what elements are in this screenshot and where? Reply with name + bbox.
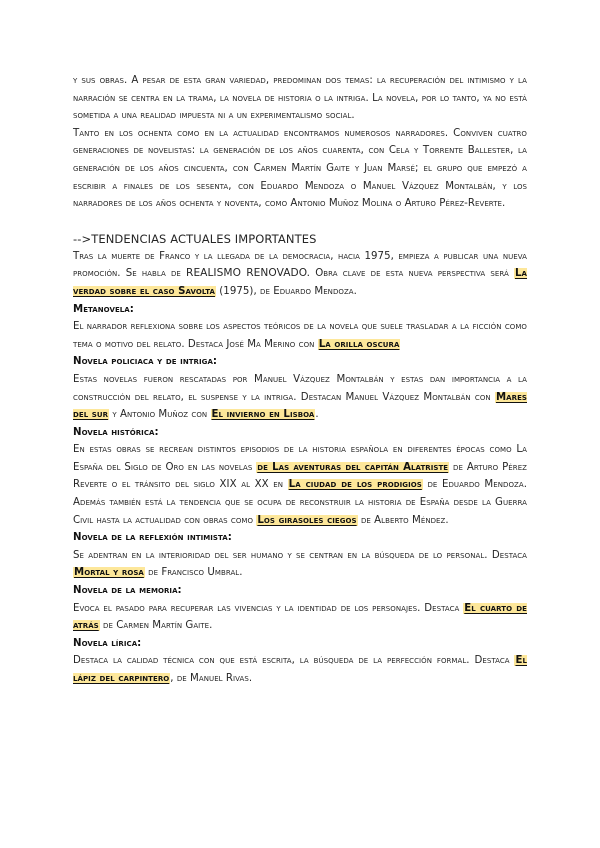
highlighted-title: Los girasoles ciegos (257, 514, 357, 526)
highlighted-title: El lápiz del carpintero (73, 655, 527, 684)
memoria-text-2: de Carmen Martín Gaite. (99, 620, 213, 632)
heading-intimista: Novela de la reflexión intimista: (73, 532, 232, 544)
highlighted-title: La ciudad de los prodigios (288, 479, 422, 491)
policiaca-text-2: y Antonio Muñoz con (109, 409, 211, 421)
paragraph-lirica (73, 652, 527, 687)
highlighted-title: La orilla oscura (318, 338, 400, 350)
paragraph-memoria (73, 600, 527, 635)
opening-text-after: (1975), de Eduardo Mendoza. (215, 285, 357, 297)
paragraph-intimista (73, 547, 527, 582)
intro-section (73, 72, 527, 213)
highlighted-title: El cuarto de atrás (73, 602, 527, 632)
paragraph-historica (73, 441, 527, 529)
policiaca-end: . (315, 409, 319, 421)
heading-metanovela: Metanovela: (73, 303, 134, 315)
opening-caps-text: REALISMO RENOVADO. (186, 267, 311, 280)
intimista-text-2: de Francisco Umbral. (144, 567, 243, 579)
highlighted-title: de Las aventuras del capitán Alatriste (257, 461, 449, 473)
paragraph-policiaca (73, 371, 527, 424)
historica-text-3: de Eduardo Mendoza. Además también está la tendencia que se ocupa de reconstruir la historia de España desde la Guerra Civil hasta la actualidad con obras como (73, 479, 528, 526)
intro-paragraph-2: Tanto en los ochenta como en la actualidad encontramos numerosos narradores. Conviven cuatro generaciones de novelistas: la generación de los años cuarenta, con Cela y Torrente Ballester, la generación de los años cincuenta, con Carmen Martín Gaite y Juan Marsé; el grupo que empezó a escribir a finales de los sesenta, con Eduardo Mendoza o Manuel Vázquez Montalbán, y los narradores de los años ochenta y noventa, como Antonio Muñoz Molina o Arturo Pérez-Reverte. (73, 127, 527, 210)
memoria-text-1: Evoca el pasado para recuperar las vivencias y la identidad de los personajes. Destaca (73, 602, 464, 614)
opening-text-before: Tras la muerte de Franco y la llegada de la democracia, hacia 1975, empieza a publicar una nueva promoción. Se habla de (73, 250, 527, 280)
heading-policiaca: Novela policiaca y de intriga: (73, 356, 218, 368)
intro-paragraph-1: y sus obras. A pesar de esta gran variedad, predominan dos temas: la recuperación del intimismo y la narración se centra en la trama, la novela de historia o la intriga. La novela, por lo tanto, ya no está sometida a una realidad impuesta ni a un experimentalismo social. (73, 75, 527, 122)
metanovela-text: El narrador reflexiona sobre los aspectos teóricos de la novela que suele trasladar a la ficción como tema o motivo del relato. Destaca José Ma Merino con (73, 321, 527, 350)
lirica-text-2: , de Manuel Rivas. (170, 673, 253, 684)
opening-paragraph (73, 248, 527, 301)
highlighted-title: Mares del sur (73, 391, 527, 421)
highlighted-title: La verdad sobre el caso Savolta (73, 268, 528, 297)
historica-text-2: de Arturo Pérez Reverte o el tránsito del siglo XIX al XX en (73, 461, 528, 491)
heading-memoria: Novela de la memoria: (73, 585, 182, 597)
historica-text-1: En estas obras se recrean distintos episodios de la historia española en diferentes épocas como La España del Siglo de Oro en las novelas (73, 444, 527, 473)
lirica-text-1: Destaca la calidad técnica con que está escrita, la búsqueda de la perfección formal. Destaca (73, 655, 515, 667)
intimista-text-1: Se adentran en la interioridad del ser humano y se centran en la búsqueda de lo personal. Destaca (73, 549, 527, 561)
heading-lirica: Novela lírica: (73, 637, 142, 649)
highlighted-title: Mortal y rosa (74, 567, 144, 579)
heading-historica: Novela histórica: (73, 426, 159, 438)
opening-text-middle: Obra clave de esta nueva perspectiva será (310, 268, 514, 280)
policiaca-text-1: Estas novelas fueron rescatadas por Manuel Vázquez Montalbán y estas dan importancia a la construcción del relato, el suspense y la intriga. Destacan Manuel Vázquez Montalbán con (73, 373, 527, 403)
section-title: -->TENDENCIAS ACTUALES IMPORTANTES (73, 231, 317, 246)
historica-text-4: de Alberto Méndez. (357, 514, 449, 526)
paragraph-metanovela (73, 318, 527, 353)
highlighted-title: El invierno en Lisboa (211, 409, 315, 421)
